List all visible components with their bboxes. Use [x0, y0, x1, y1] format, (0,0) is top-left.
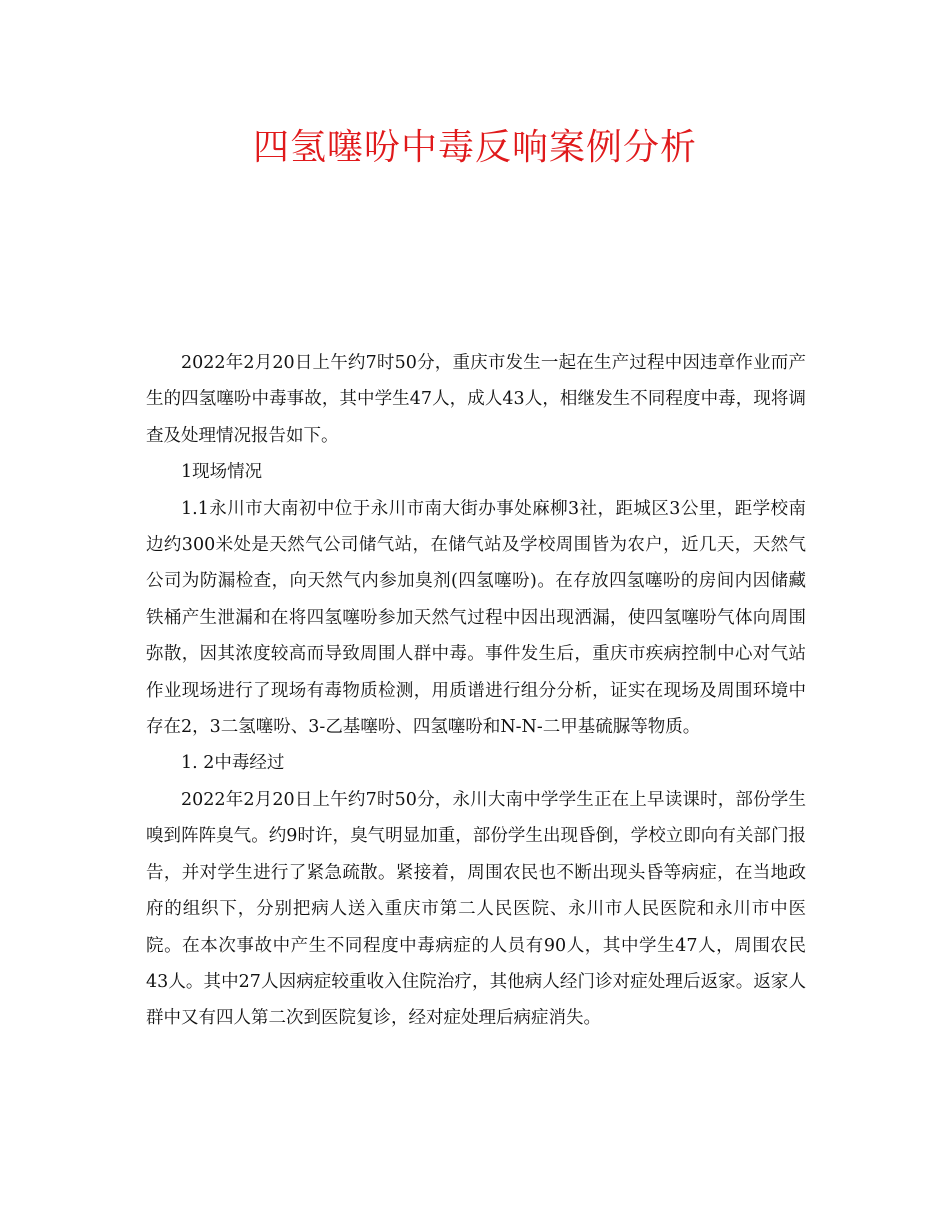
heading-poisoning-process: 1. 2中毒经过 [181, 753, 285, 774]
document-title: 四氢噻吩中毒反响案例分析 [252, 127, 697, 168]
paragraph-poisoning-details: 2022年2月20日上午约7时50分，永川大南中学学生正在上早读课时，部份学生嗅到阵阵臭气。约9时许，臭气明显加重，部份学生出现昏倒，学校立即向有关部门报告，并对学生进行了紧急疏散。紧接着，周围农民也不断出现头昏等病症，在当地政府的组织下，分别把病人送入重庆市第二人民医院、永川市人民医院和永川市中医院。在本次事故中产生不同程度中毒病症的人员有90人，其中学生47人，周围农民43人。其中27人因病症较重收入住院治疗，其他病人经门诊对症处理后返家。返家人群中又有四人第二次到医院复诊，经对症处理后病症消失。 [146, 789, 806, 1029]
heading-site-situation: 1现场情况 [181, 462, 263, 483]
paragraph-intro: 2022年2月20日上午约7时50分，重庆市发生一起在生产过程中因违章作业而产生的四氢噻吩中毒事故，其中学生47人，成人43人，相继发生不同程度中毒，现将调查及处理情况报告如下。 [146, 353, 806, 446]
document-body [146, 345, 806, 1037]
paragraph-site-details: 1.1永川市大南初中位于永川市南大街办事处麻柳3社，距城区3公里，距学校南边约300米处是天然气公司储气站，在储气站及学校周围皆为农户，近几天，天然气公司为防漏检查，向天然气内参加臭剂(四氢噻吩)。在存放四氢噻吩的房间内因储藏铁桶产生泄漏和在将四氢噻吩参加天然气过程中因出现洒漏，使四氢噻吩气体向周围弥散，因其浓度较高而导致周围人群中毒。事件发生后，重庆市疾病控制中心对气站作业现场进行了现场有毒物质检测，用质谱进行组分分析，证实在现场及周围环境中存在2，3二氢噻吩、3-乙基噻吩、四氢噻吩和N-N-二甲基硫脲等物质。 [146, 498, 806, 738]
